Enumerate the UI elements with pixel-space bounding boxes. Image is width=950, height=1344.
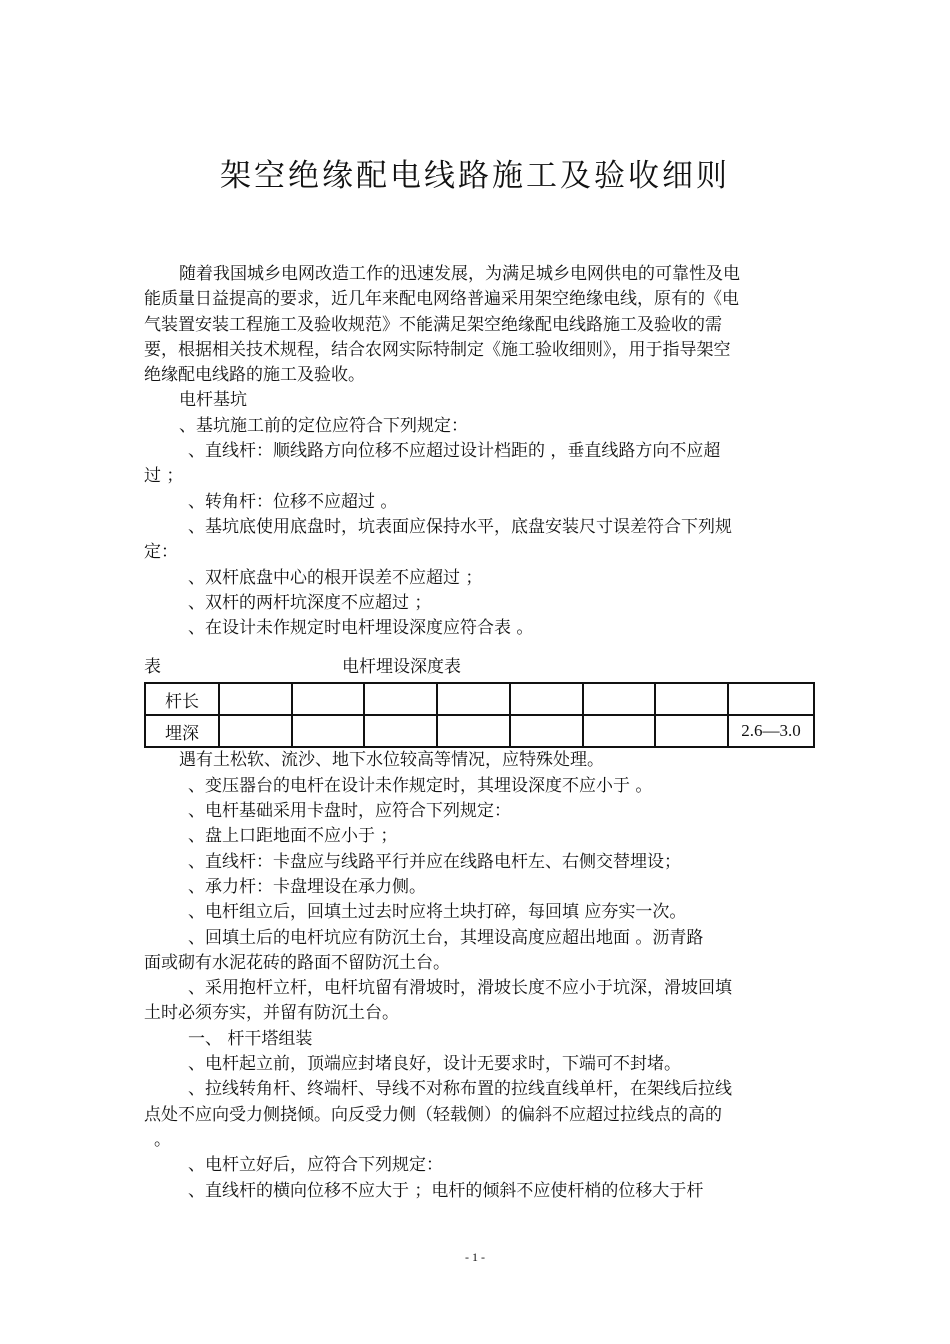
table-cell: [655, 683, 728, 715]
text-line: 、变压器台的电杆在设计未作规定时，其埋设深度不应小于 。: [188, 775, 653, 796]
text-line: 、电杆组立后，回填土过去时应将土块打碎，每回填 应夯实一次。: [188, 902, 687, 923]
text-line: 、拉线转角杆、终端杆、导线不对称布置的拉线直线单杆，在架线后拉线: [188, 1079, 732, 1100]
text-line: 能质量日益提高的要求，近几年来配电网络普遍采用架空绝缘电线，原有的《电: [144, 289, 739, 310]
text-line: 、直线杆：卡盘应与线路平行并应在线路电杆左、右侧交替埋设；: [188, 851, 681, 872]
table-cell: [292, 715, 365, 747]
table-cell: [437, 715, 510, 747]
text-line: 定：: [144, 542, 178, 563]
text-line: 、双杆的两杆坑深度不应超过 ；: [188, 592, 432, 613]
text-line: 、转角杆：位移不应超过 。: [188, 491, 398, 512]
table-cell: [219, 715, 292, 747]
text-line: 电杆基坑: [179, 390, 247, 411]
table-cell: [728, 683, 814, 715]
text-line: 过 ；: [144, 466, 184, 487]
text-line: 、电杆基础采用卡盘时，应符合下列规定：: [188, 801, 511, 822]
text-line: 一、 杆干塔组装: [188, 1028, 313, 1049]
text-line: 绝缘配电线路的施工及验收。: [144, 365, 365, 386]
text-line: 、电杆立好后，应符合下列规定：: [188, 1155, 443, 1176]
row-header-depth: 埋深: [145, 715, 219, 747]
text-line: 、回填土后的电杆坑应有防沉土台，其埋设高度应超出地面 。沥青路: [188, 927, 704, 948]
table-caption-title: 电杆埋设深度表: [342, 657, 461, 678]
table-cell: [364, 715, 437, 747]
text-line: 气装置安装工程施工及验收规范》不能满足架空绝缘配电线路施工及验收的需: [144, 314, 722, 335]
table-caption: [144, 654, 812, 680]
spacer: [144, 641, 812, 654]
text-line: 、基坑施工前的定位应符合下列规定：: [179, 415, 468, 436]
text-line: 、直线杆：顺线路方向位移不应超过设计档距的 ，垂直线路方向不应超: [188, 441, 721, 462]
page-number: - 1 -: [465, 1250, 485, 1264]
text-line: 要，根据相关技术规程，结合农网实际特制定《施工验收细则》，用于指导架空: [144, 339, 731, 360]
document-body: [144, 262, 812, 1204]
table-cell: [655, 715, 728, 747]
text-line: 点处不应向受力侧挠倾。向反受力侧（轻载侧）的偏斜不应超过拉线点的高的: [144, 1104, 722, 1125]
text-line: 、在设计未作规定时电杆埋设深度应符合表 。: [188, 618, 534, 639]
table-caption-label: 表: [144, 657, 161, 678]
depth-table: [144, 682, 815, 748]
table-cell: [510, 683, 583, 715]
table-cell: [437, 683, 510, 715]
text-line: 遇有土松软、流沙、地下水位较高等情况，应特殊处理。: [179, 750, 604, 771]
text-line: 、基坑底使用底盘时，坑表面应保持水平，底盘安装尺寸误差符合下列规: [188, 516, 732, 537]
document-title: 架空绝缘配电线路施工及验收细则: [220, 158, 730, 194]
row-header-length: 杆长: [145, 683, 219, 715]
table-cell: [364, 683, 437, 715]
text-line: 随着我国城乡电网改造工作的迅速发展，为满足城乡电网供电的可靠性及电: [179, 264, 740, 284]
table-cell: [510, 715, 583, 747]
text-line: 、承力杆：卡盘埋设在承力侧。: [188, 876, 426, 897]
bottom-paragraphs: [144, 748, 812, 1203]
text-line: 、双杆底盘中心的根开误差不应超过 ；: [188, 567, 483, 588]
text-line: 、直线杆的横向位移不应大于 ；电杆的倾斜不应使杆梢的位移大于杆: [188, 1180, 704, 1201]
text-line: 、电杆起立前，顶端应封堵良好，设计无要求时，下端可不封堵。: [188, 1054, 681, 1075]
text-line: 面或砌有水泥花砖的路面不留防沉土台。: [144, 952, 450, 973]
text-line: 、采用抱杆立杆，电杆坑留有滑坡时，滑坡长度不应小于坑深，滑坡回填: [188, 978, 732, 999]
table-row: [145, 683, 814, 715]
table-cell: [583, 715, 656, 747]
table-cell: [219, 683, 292, 715]
table-row: [145, 715, 814, 747]
top-paragraphs: [144, 262, 812, 641]
text-line: 、盘上口距地面不应小于 ；: [188, 826, 398, 847]
table-cell-depth-value: 2.6—3.0: [728, 715, 814, 747]
text-line: 。: [154, 1129, 171, 1150]
table-cell: [583, 683, 656, 715]
text-line: 土时必须夯实，并留有防沉土台。: [144, 1003, 399, 1024]
table-cell: [292, 683, 365, 715]
